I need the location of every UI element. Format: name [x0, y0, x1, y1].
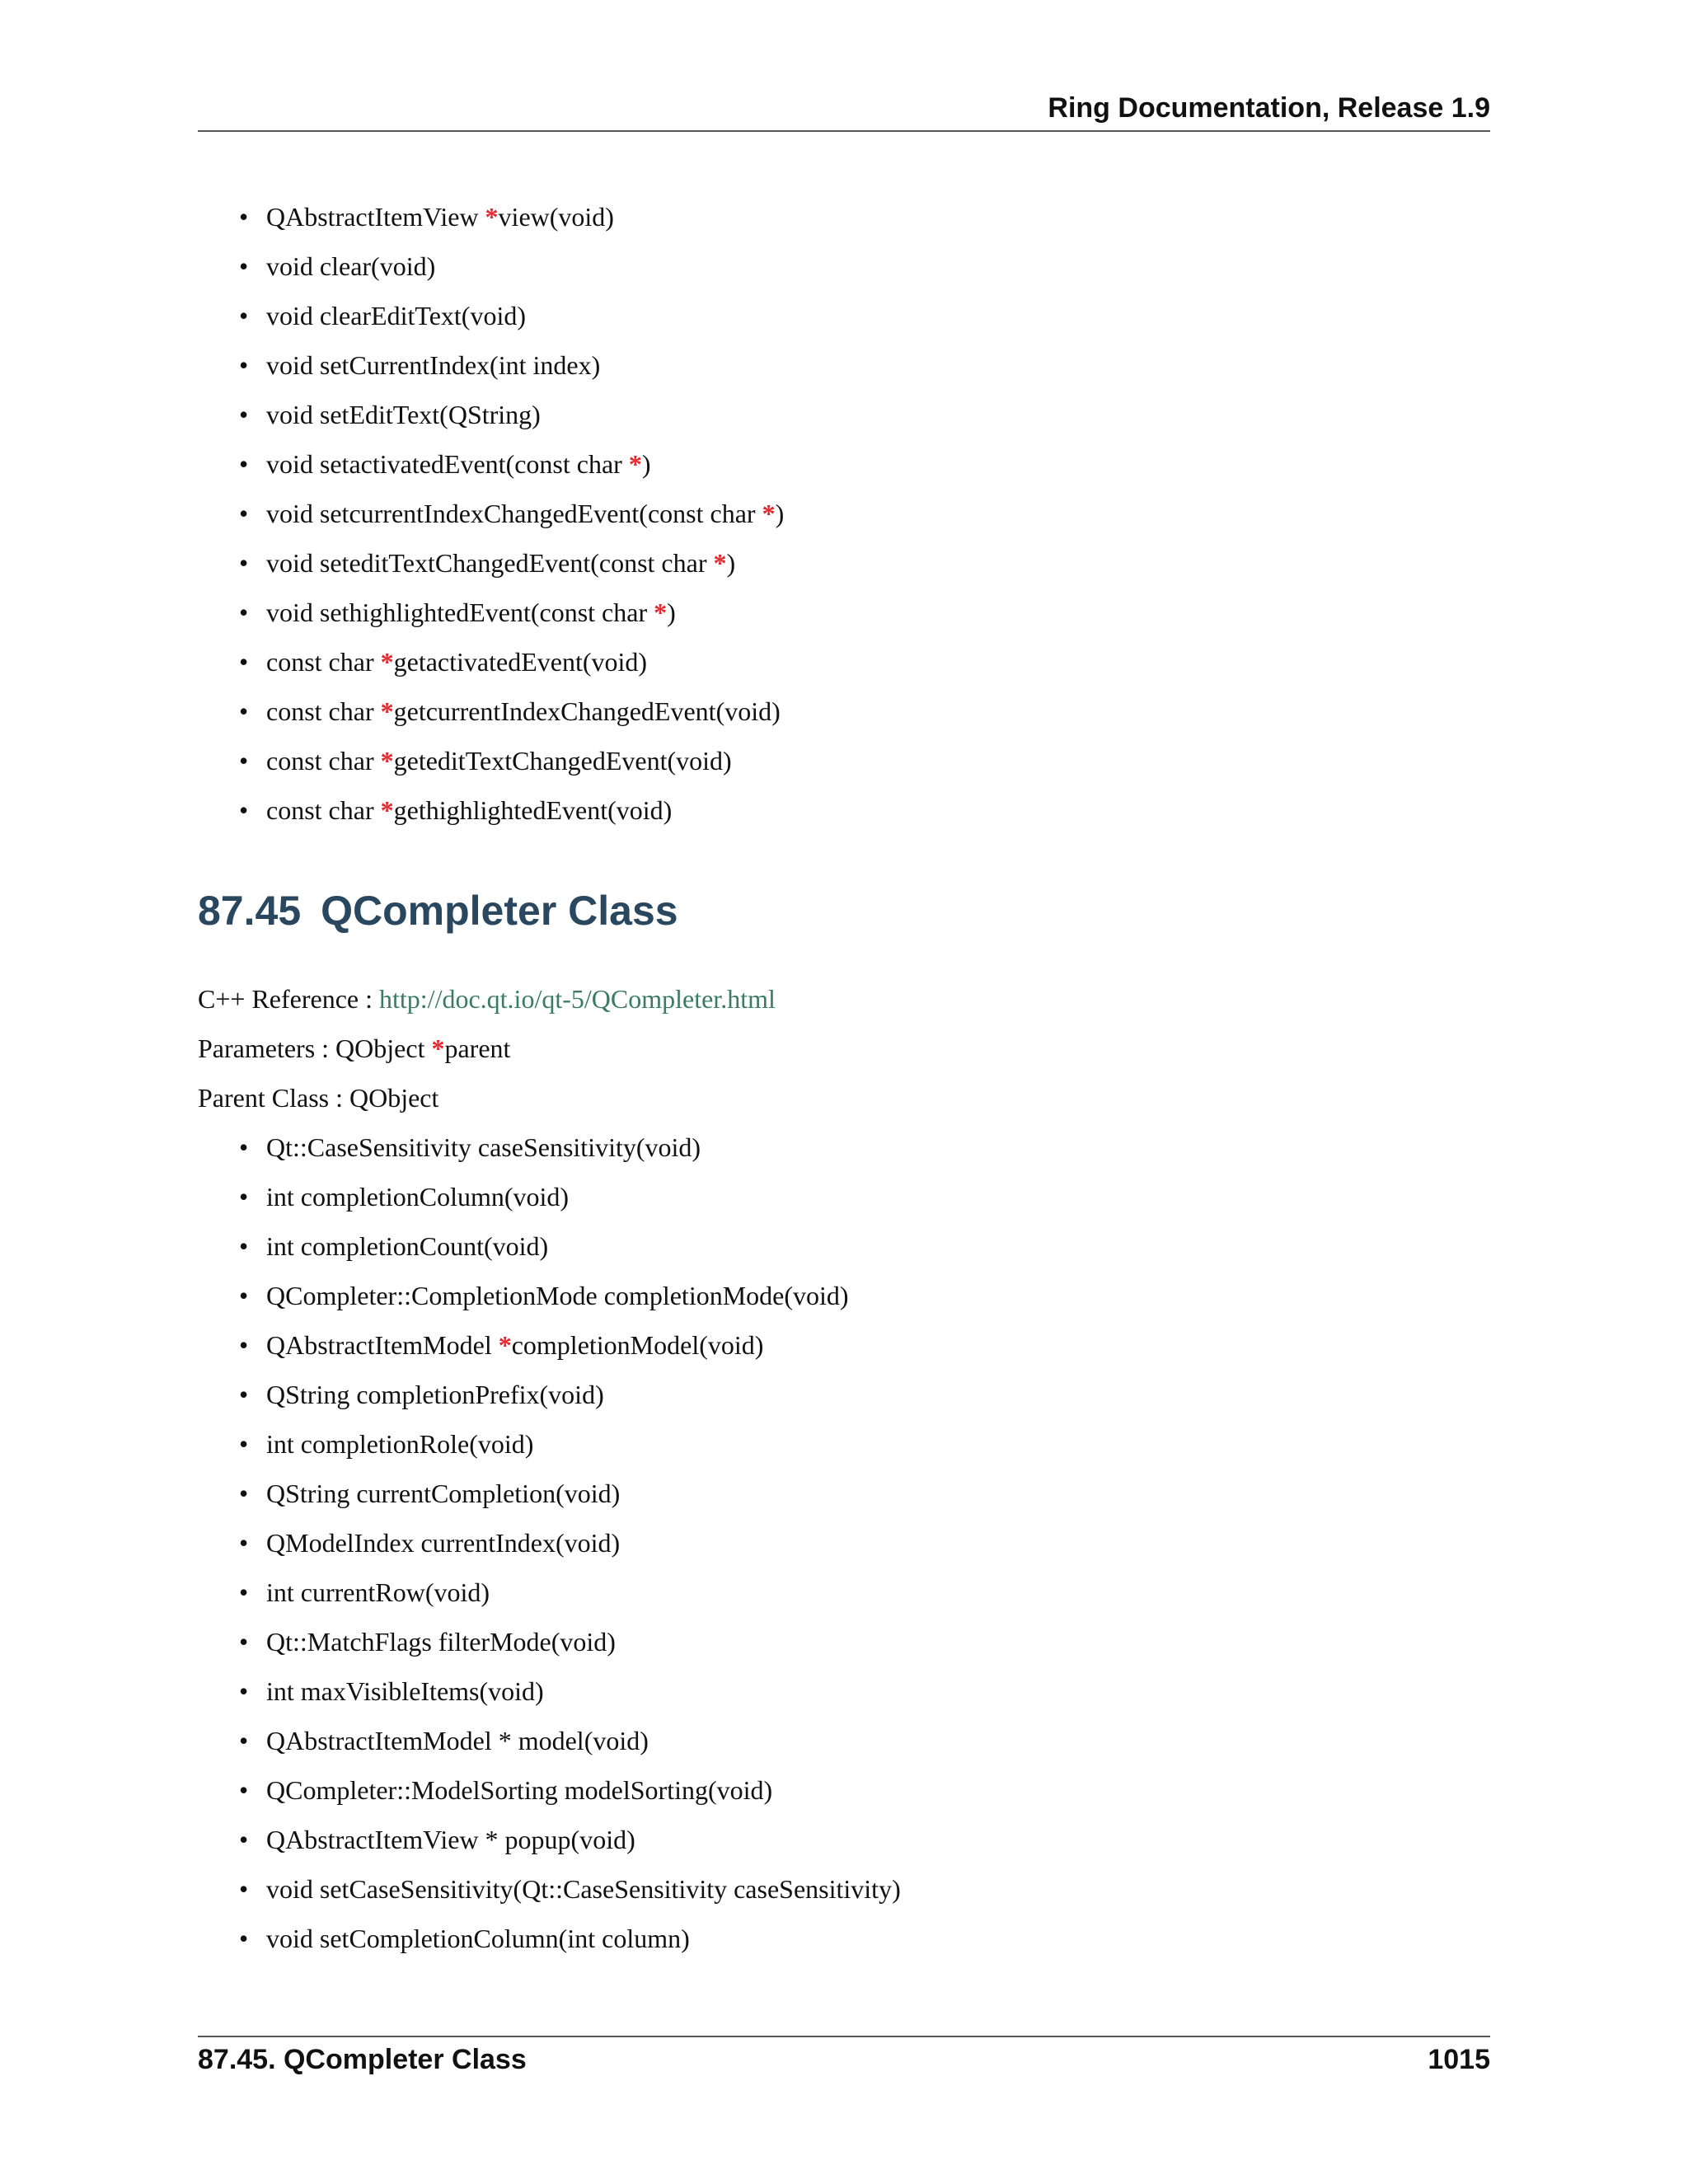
pointer-star: *: [380, 746, 394, 776]
method-text: view(void): [498, 202, 614, 232]
method-text: int currentRow(void): [266, 1577, 490, 1607]
method-text: QCompleter::ModelSorting modelSorting(void): [266, 1775, 773, 1805]
pointer-star: *: [380, 647, 394, 677]
method-text: int maxVisibleItems(void): [266, 1676, 544, 1706]
method-item: [239, 1477, 901, 1510]
method-item: [239, 299, 784, 332]
method-text: void setCompletionColumn(int column): [266, 1924, 690, 1953]
method-text: QAbstractItemView: [266, 202, 485, 232]
pointer-star: *: [380, 696, 394, 726]
method-item: [239, 1131, 901, 1164]
method-text: completionModel(void): [511, 1330, 764, 1360]
method-item: [239, 200, 784, 233]
pointer-star: *: [380, 795, 394, 825]
method-item: [239, 1625, 901, 1658]
method-text: void setEditText(QString): [266, 400, 541, 429]
method-item: [239, 1922, 901, 1955]
section-heading: [198, 886, 678, 935]
method-list-previous-class: [239, 200, 784, 843]
method-text: QAbstractItemModel * model(void): [266, 1726, 649, 1755]
method-text: int completionCount(void): [266, 1231, 549, 1261]
parameters-label: Parameters : QObject: [198, 1033, 432, 1063]
section-number: 87.45: [198, 888, 302, 934]
method-item: [239, 1279, 901, 1312]
method-text: QModelIndex currentIndex(void): [266, 1528, 621, 1558]
method-item: [239, 794, 784, 827]
method-text: void sethighlightedEvent(const char: [266, 598, 654, 627]
method-text: geteditTextChangedEvent(void): [393, 746, 732, 776]
footer-divider: [198, 2036, 1490, 2037]
method-item: [239, 497, 784, 530]
method-text: void seteditTextChangedEvent(const char: [266, 548, 714, 578]
method-text: ): [667, 598, 676, 627]
cpp-reference-link[interactable]: http://doc.qt.io/qt-5/QCompleter.html: [379, 984, 776, 1014]
method-text: void setCurrentIndex(int index): [266, 350, 601, 380]
page-number: 1015: [1428, 2044, 1490, 2075]
method-text: ): [775, 499, 785, 528]
cpp-reference-line: [198, 982, 776, 1015]
method-text: int completionRole(void): [266, 1429, 534, 1459]
method-item: [239, 1427, 901, 1460]
method-item: [239, 546, 784, 579]
pointer-star: *: [762, 499, 776, 528]
footer-section: 87.45. QCompleter Class: [198, 2044, 527, 2075]
method-item: [239, 645, 784, 678]
parent-class-line: Parent Class : QObject: [198, 1083, 439, 1113]
method-text: const char: [266, 795, 381, 825]
method-text: Qt::MatchFlags filterMode(void): [266, 1627, 616, 1657]
method-item: [239, 1576, 901, 1609]
method-text: void setactivatedEvent(const char: [266, 449, 629, 479]
method-item: [239, 1526, 901, 1559]
method-text: getcurrentIndexChangedEvent(void): [393, 696, 781, 726]
cpp-reference-label: C++ Reference :: [198, 984, 379, 1014]
section-title-text: QCompleter Class: [321, 888, 678, 934]
running-header: Ring Documentation, Release 1.9: [1048, 92, 1490, 124]
method-text: void setCaseSensitivity(Qt::CaseSensitivity caseSensitivity): [266, 1874, 901, 1904]
method-item: [239, 250, 784, 283]
parameters-value: parent: [444, 1033, 511, 1063]
method-text: QAbstractItemModel: [266, 1330, 499, 1360]
method-item: [239, 1378, 901, 1411]
method-text: gethighlightedEvent(void): [393, 795, 673, 825]
method-text: const char: [266, 746, 381, 776]
method-text: void clear(void): [266, 251, 436, 281]
method-item: [239, 1774, 901, 1807]
method-item: [239, 349, 784, 382]
method-text: ): [726, 548, 736, 578]
method-text: getactivatedEvent(void): [393, 647, 648, 677]
pointer-star: *: [431, 1033, 445, 1063]
method-text: int completionColumn(void): [266, 1182, 570, 1212]
method-text: ): [641, 449, 651, 479]
running-footer: [198, 2044, 1490, 2076]
method-text: QString currentCompletion(void): [266, 1479, 621, 1508]
method-item: [239, 1675, 901, 1708]
method-item: [239, 1872, 901, 1905]
method-text: QString completionPrefix(void): [266, 1380, 604, 1409]
method-item: [239, 695, 784, 728]
method-text: QCompleter::CompletionMode completionMode(void): [266, 1281, 849, 1310]
pointer-star: *: [654, 598, 668, 627]
method-item: [239, 1329, 901, 1361]
method-item: [239, 744, 784, 777]
pointer-star: *: [713, 548, 727, 578]
method-item: [239, 448, 784, 480]
method-item: [239, 1180, 901, 1213]
method-text: void setcurrentIndexChangedEvent(const char: [266, 499, 762, 528]
pointer-star: *: [498, 1330, 512, 1360]
method-text: QAbstractItemView * popup(void): [266, 1825, 635, 1854]
parameters-line: [198, 1032, 510, 1065]
pointer-star: *: [628, 449, 642, 479]
method-item: [239, 1230, 901, 1263]
method-item: [239, 596, 784, 629]
method-text: const char: [266, 647, 381, 677]
method-item: [239, 1724, 901, 1757]
pointer-star: *: [485, 202, 499, 232]
method-text: Qt::CaseSensitivity caseSensitivity(void): [266, 1132, 701, 1162]
method-text: const char: [266, 696, 381, 726]
header-divider: [198, 130, 1490, 132]
method-list-qcompleter: [239, 1131, 901, 1971]
method-item: [239, 1823, 901, 1856]
method-item: [239, 398, 784, 431]
method-text: void clearEditText(void): [266, 301, 526, 330]
